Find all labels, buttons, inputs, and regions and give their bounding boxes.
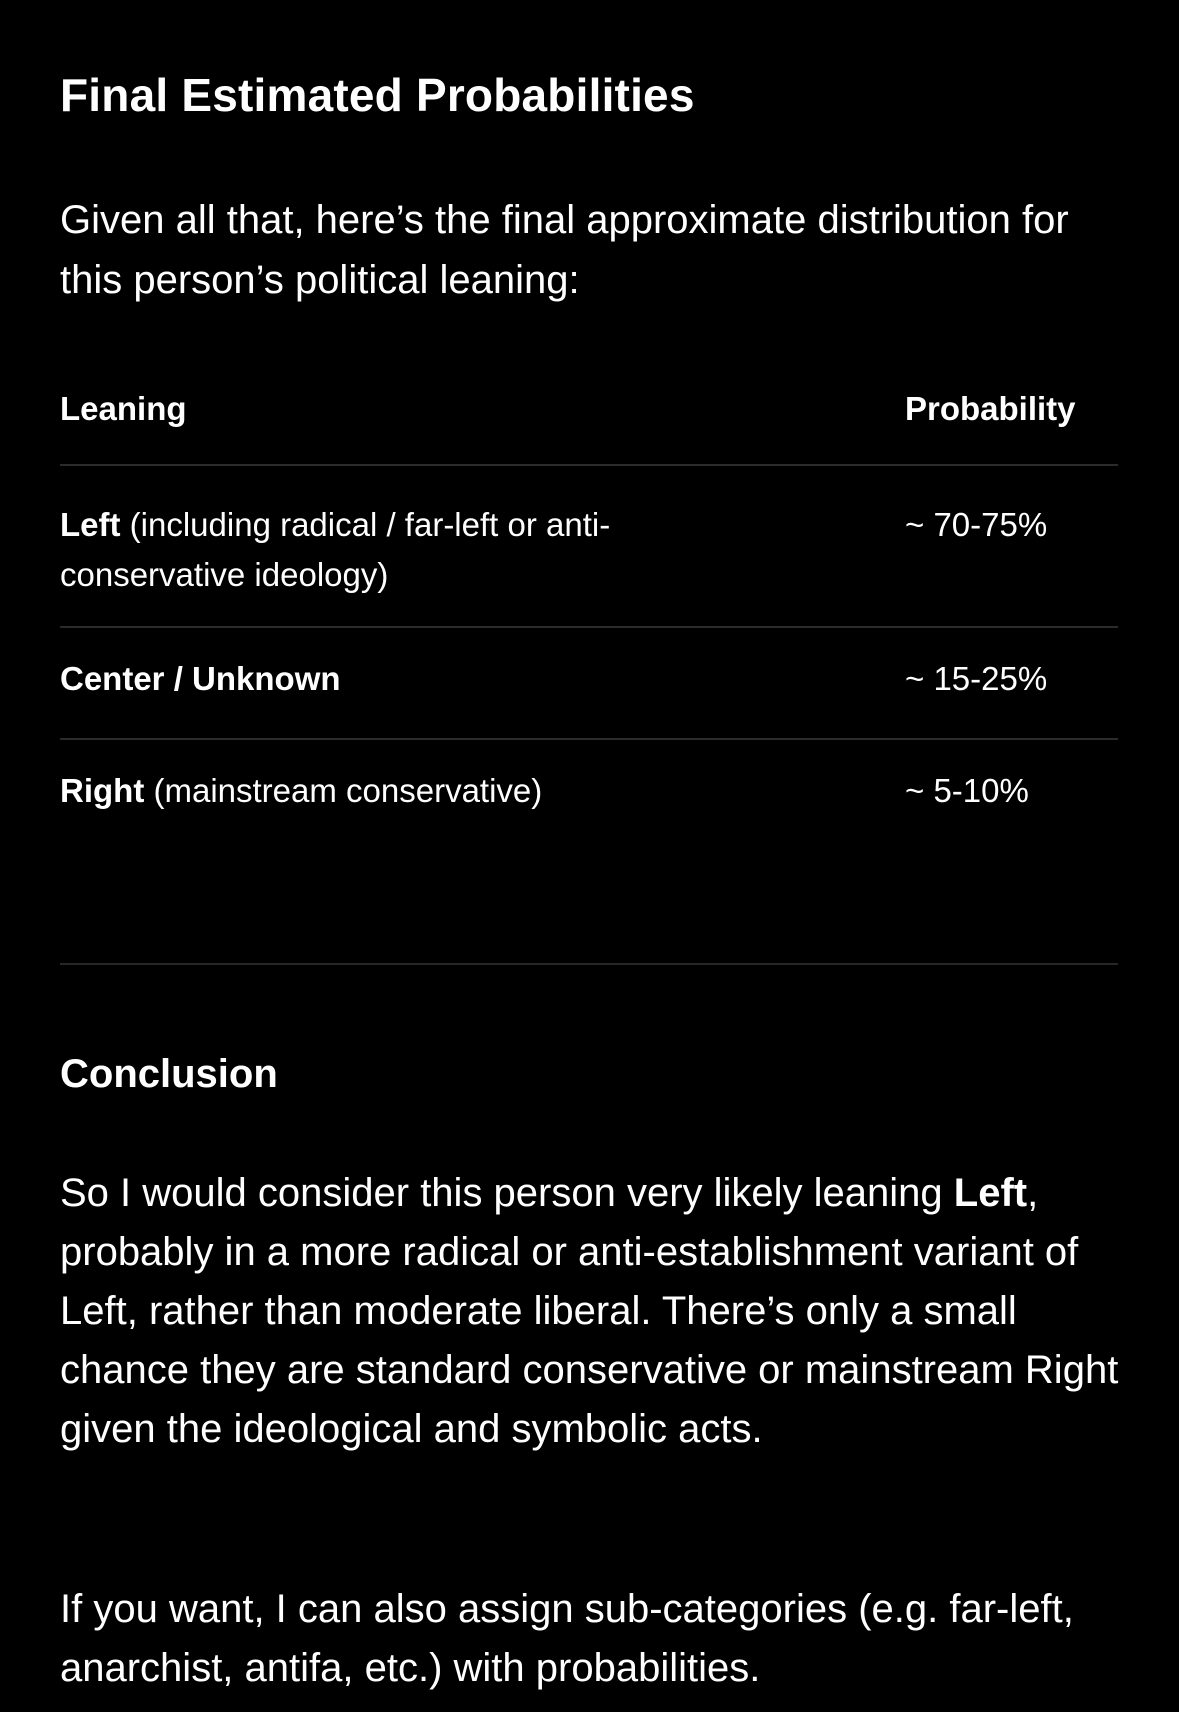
conclusion-emphasis: Left — [953, 1171, 1028, 1215]
column-header-leaning: Leaning — [60, 390, 187, 427]
table-row — [60, 628, 1118, 740]
table-header-row — [60, 380, 1118, 466]
section-divider — [60, 963, 1118, 965]
probability-cell: ~ 15-25% — [905, 660, 1048, 697]
followup-paragraph: If you want, I can also assign sub-categories (e.g. far-left, anarchist, antifa, etc.) with probabilities. — [60, 1587, 1074, 1690]
leaning-label: Left — [60, 506, 121, 543]
probability-cell: ~ 70-75% — [905, 506, 1048, 543]
probability-cell: ~ 5-10% — [905, 772, 1029, 809]
conclusion-text-start: So I would consider this person very likely leaning — [60, 1171, 954, 1215]
table-row — [60, 466, 1118, 628]
column-header-probability: Probability — [905, 390, 1076, 427]
conclusion-heading: Conclusion — [60, 1052, 278, 1096]
probability-table — [60, 380, 1118, 850]
leaning-cell — [60, 654, 760, 704]
section-heading: Final Estimated Probabilities — [60, 69, 695, 121]
leaning-label: Center / Unknown — [60, 660, 341, 697]
leaning-detail: (including radical / far-left or anti-conservative ideology) — [60, 506, 611, 593]
leaning-label: Right — [60, 772, 145, 809]
intro-paragraph: Given all that, here’s the final approximate distribution for this person’s political leaning: — [60, 198, 1069, 302]
leaning-detail: (mainstream conservative) — [144, 772, 543, 809]
conclusion-text-end: , probably in a more radical or anti-establishment variant of Left, rather than moderate liberal. There’s only a small chance they are standard conservative or mainstream Right given the ideological and symbolic acts. — [60, 1171, 1119, 1451]
table-row — [60, 740, 1118, 850]
leaning-cell — [60, 500, 760, 600]
leaning-cell — [60, 766, 760, 816]
conclusion-paragraph — [60, 1164, 1120, 1459]
